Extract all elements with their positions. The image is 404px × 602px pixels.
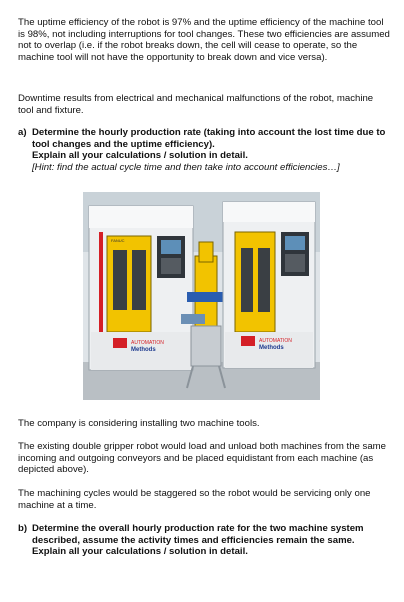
brand-left-line2: Methods [131, 347, 156, 353]
intro-paragraph-downtime: Downtime results from electrical and mechanical malfunctions of the robot, machine tool and fixture. [18, 93, 374, 116]
brand-right-line2: Methods [259, 345, 284, 351]
body-paragraph-staggered: The machining cycles would be staggered so the robot would be servicing only one machine at a time. [18, 488, 371, 511]
question-a-text: Determine the hourly production rate (taking into account the lost time due to tool changes and the uptime efficiency). [32, 127, 386, 150]
question-a [18, 127, 390, 173]
question-a-hint: [Hint: find the actual cycle time and then take into account efficiencies…] [32, 161, 340, 173]
machine-badge: FANUC [111, 238, 125, 243]
question-b-text: Determine the overall hourly production rate for the two machine system described, assume the activity times and efficiencies remain the same. Explain all your calculations / solution in detail. [32, 523, 364, 558]
question-a-body [32, 127, 390, 173]
intro-paragraph-efficiency: The uptime efficiency of the robot is 97% and the uptime efficiency of the machine tool is 98%, not including interruptions for tool changes. These two efficiencies are assumed not to overlap (i.e. if the robot breaks down, the cell will cease to operate, so the machine tool will not have the opportunity to break down and vice versa). [18, 17, 390, 63]
body-paragraph-two-machines: The company is considering installing two machine tools. [18, 418, 260, 429]
question-b [18, 523, 390, 558]
question-a-explain: Explain all your calculations / solution in detail. [32, 150, 248, 162]
question-b-letter: b) [18, 523, 28, 534]
machine-cell-photo [83, 192, 320, 400]
question-a-letter: a) [18, 127, 27, 138]
brand-left-line1: AUTOMATION [131, 340, 164, 346]
brand-right-line1: AUTOMATION [259, 338, 292, 344]
body-paragraph-double-gripper: The existing double gripper robot would load and unload both machines from the same incoming and outgoing conveyors and be placed equidistant from each machine (as depicted above). [18, 441, 386, 476]
